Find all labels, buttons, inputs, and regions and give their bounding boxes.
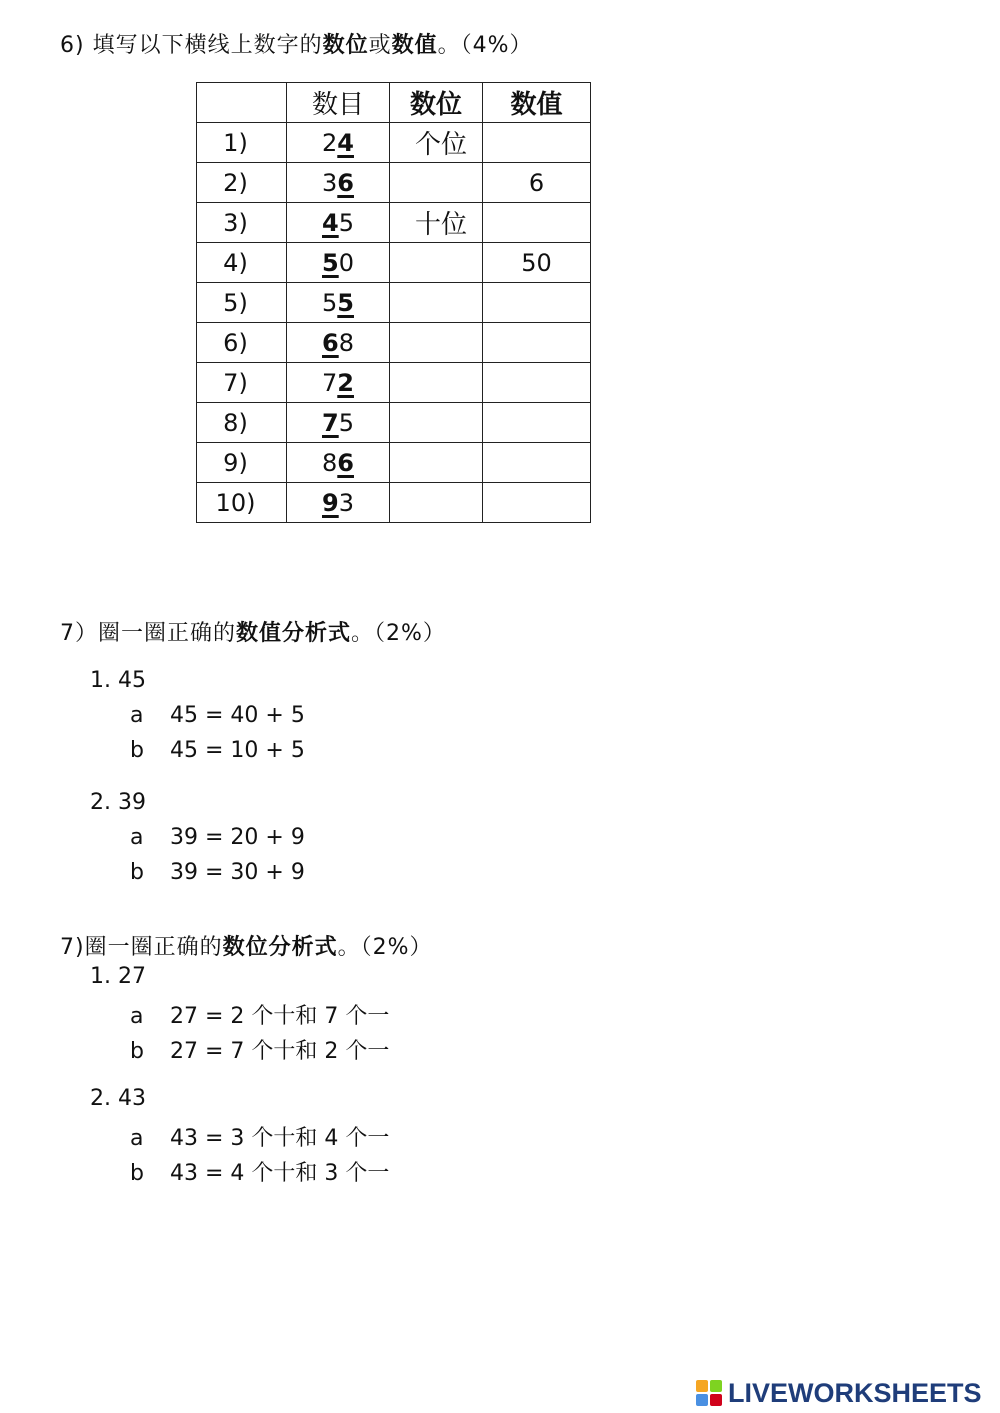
header-blank [197,83,287,123]
row-index: 6) [197,323,287,363]
q6-bold-place: 数位 [322,33,369,58]
option-expr: 43 = 3 个十和 4 个一 [170,1126,390,1151]
table-row [197,123,591,163]
option-expr: 27 = 7 个十和 2 个一 [170,1039,390,1064]
q7a-item-1-label: 1. 45 [90,668,146,693]
table-row [197,243,591,283]
option-expr: 43 = 4 个十和 3 个一 [170,1161,390,1186]
row-index: 10) [197,483,287,523]
row-number [287,203,390,243]
table-row [197,203,591,243]
row-number [287,283,390,323]
number-underlined-digit: 4 [337,128,354,157]
q7a-number: 7） [60,621,98,646]
q7b-item-2-option-b[interactable] [130,1156,389,1187]
q7a-item-2-label: 2. 39 [90,790,146,815]
place-answer-cell[interactable]: 十位 [390,203,483,243]
option-letter: a [130,703,144,728]
row-number [287,403,390,443]
value-answer-cell[interactable] [483,443,591,483]
place-answer-cell[interactable] [390,483,483,523]
number-post: 5 [338,208,354,237]
header-value: 数值 [483,83,591,123]
q7a-item-1-option-b[interactable] [130,738,305,763]
row-index: 8) [197,403,287,443]
q6-text-b: 或 [368,33,392,58]
number-pre: 7 [322,368,338,397]
number-pre: 2 [322,128,338,157]
value-answer-cell[interactable] [483,283,591,323]
place-answer-cell[interactable] [390,283,483,323]
number-underlined-digit: 6 [322,328,339,357]
place-answer-cell[interactable]: 个位 [390,123,483,163]
row-index: 2) [197,163,287,203]
number-pre: 8 [322,448,338,477]
q7b-title [60,930,433,961]
q7b-item-2-label: 2. 43 [90,1086,146,1111]
q7b-text-a: 圈一圈正确的 [84,935,223,960]
table-header-row [197,83,591,123]
value-answer-cell[interactable] [483,363,591,403]
value-answer-cell[interactable] [483,403,591,443]
place-answer-cell[interactable] [390,243,483,283]
option-letter: b [130,860,144,885]
row-index: 9) [197,443,287,483]
option-expr: 27 = 2 个十和 7 个一 [170,1004,390,1029]
table-row [197,403,591,443]
option-letter: a [130,1126,144,1151]
logo-block [696,1394,708,1406]
number-underlined-digit: 2 [337,368,354,397]
option-letter: b [130,1039,144,1064]
place-answer-cell[interactable] [390,323,483,363]
q7b-item-2-option-a[interactable] [130,1121,389,1152]
table-row [197,363,591,403]
value-answer-cell[interactable]: 6 [483,163,591,203]
q7a-title [60,616,446,647]
logo-block [710,1394,722,1406]
row-index: 4) [197,243,287,283]
logo-block [710,1380,722,1392]
liveworksheets-logo[interactable] [696,1376,982,1410]
q7a-item-2-option-b[interactable] [130,860,305,885]
q7b-bold: 数位分析式 [222,935,338,960]
q7a-text-b: 。（2%） [351,621,446,646]
number-underlined-digit: 5 [337,288,354,317]
row-index: 1) [197,123,287,163]
q7a-item-1-option-a[interactable] [130,703,305,728]
option-letter: a [130,825,144,850]
header-number: 数目 [287,83,390,123]
number-pre: 5 [322,288,338,317]
row-number [287,123,390,163]
number-underlined-digit: 7 [322,408,339,437]
number-underlined-digit: 9 [322,488,339,517]
value-answer-cell[interactable] [483,123,591,163]
header-place: 数位 [390,83,483,123]
row-number [287,443,390,483]
row-index: 5) [197,283,287,323]
number-underlined-digit: 4 [322,208,339,237]
q7b-text-b: 。（2%） [337,935,433,960]
number-post: 0 [338,248,354,277]
row-index: 7) [197,363,287,403]
q6-bold-value: 数值 [391,33,438,58]
q7b-item-1-option-a[interactable] [130,999,389,1030]
q7a-item-2-option-a[interactable] [130,825,305,850]
place-answer-cell[interactable] [390,363,483,403]
option-letter: b [130,1161,144,1186]
number-post: 5 [338,408,354,437]
option-expr: 45 = 40 + 5 [170,703,305,728]
table-row [197,163,591,203]
option-expr: 45 = 10 + 5 [170,738,305,763]
row-index: 3) [197,203,287,243]
table-row [197,283,591,323]
q7a-text-a: 圈一圈正确的 [98,621,237,646]
option-expr: 39 = 30 + 9 [170,860,305,885]
table-row [197,323,591,363]
number-underlined-digit: 6 [337,448,354,477]
option-letter: a [130,1004,144,1029]
value-answer-cell[interactable] [483,483,591,523]
q6-number: 6) [60,33,85,58]
number-underlined-digit: 5 [322,248,339,277]
table-row [197,483,591,523]
q6-text-c: 。（4%） [437,33,533,58]
value-answer-cell[interactable] [483,203,591,243]
option-letter: b [130,738,144,763]
option-expr: 39 = 20 + 9 [170,825,305,850]
place-answer-cell[interactable] [390,443,483,483]
q7b-number: 7) [60,935,85,960]
logo-mark-icon [696,1380,722,1406]
number-pre: 3 [322,168,338,197]
logo-block [696,1380,708,1392]
number-underlined-digit: 6 [337,168,354,197]
number-post: 3 [338,488,354,517]
q7b-item-1-label: 1. 27 [90,964,146,989]
q6-text-a: 填写以下横线上数字的 [92,33,323,58]
q7b-item-1-option-b[interactable] [130,1034,389,1065]
logo-text: LIVEWORKSHEETS [728,1377,982,1408]
row-number [287,323,390,363]
q7a-bold: 数值分析式 [236,621,352,646]
q6-title [60,28,533,59]
number-post: 8 [338,328,354,357]
row-number [287,363,390,403]
place-answer-cell[interactable] [390,163,483,203]
value-answer-cell[interactable]: 50 [483,243,591,283]
place-value-table [196,82,591,523]
place-answer-cell[interactable] [390,403,483,443]
table-row [197,443,591,483]
value-answer-cell[interactable] [483,323,591,363]
row-number [287,483,390,523]
row-number [287,243,390,283]
row-number [287,163,390,203]
